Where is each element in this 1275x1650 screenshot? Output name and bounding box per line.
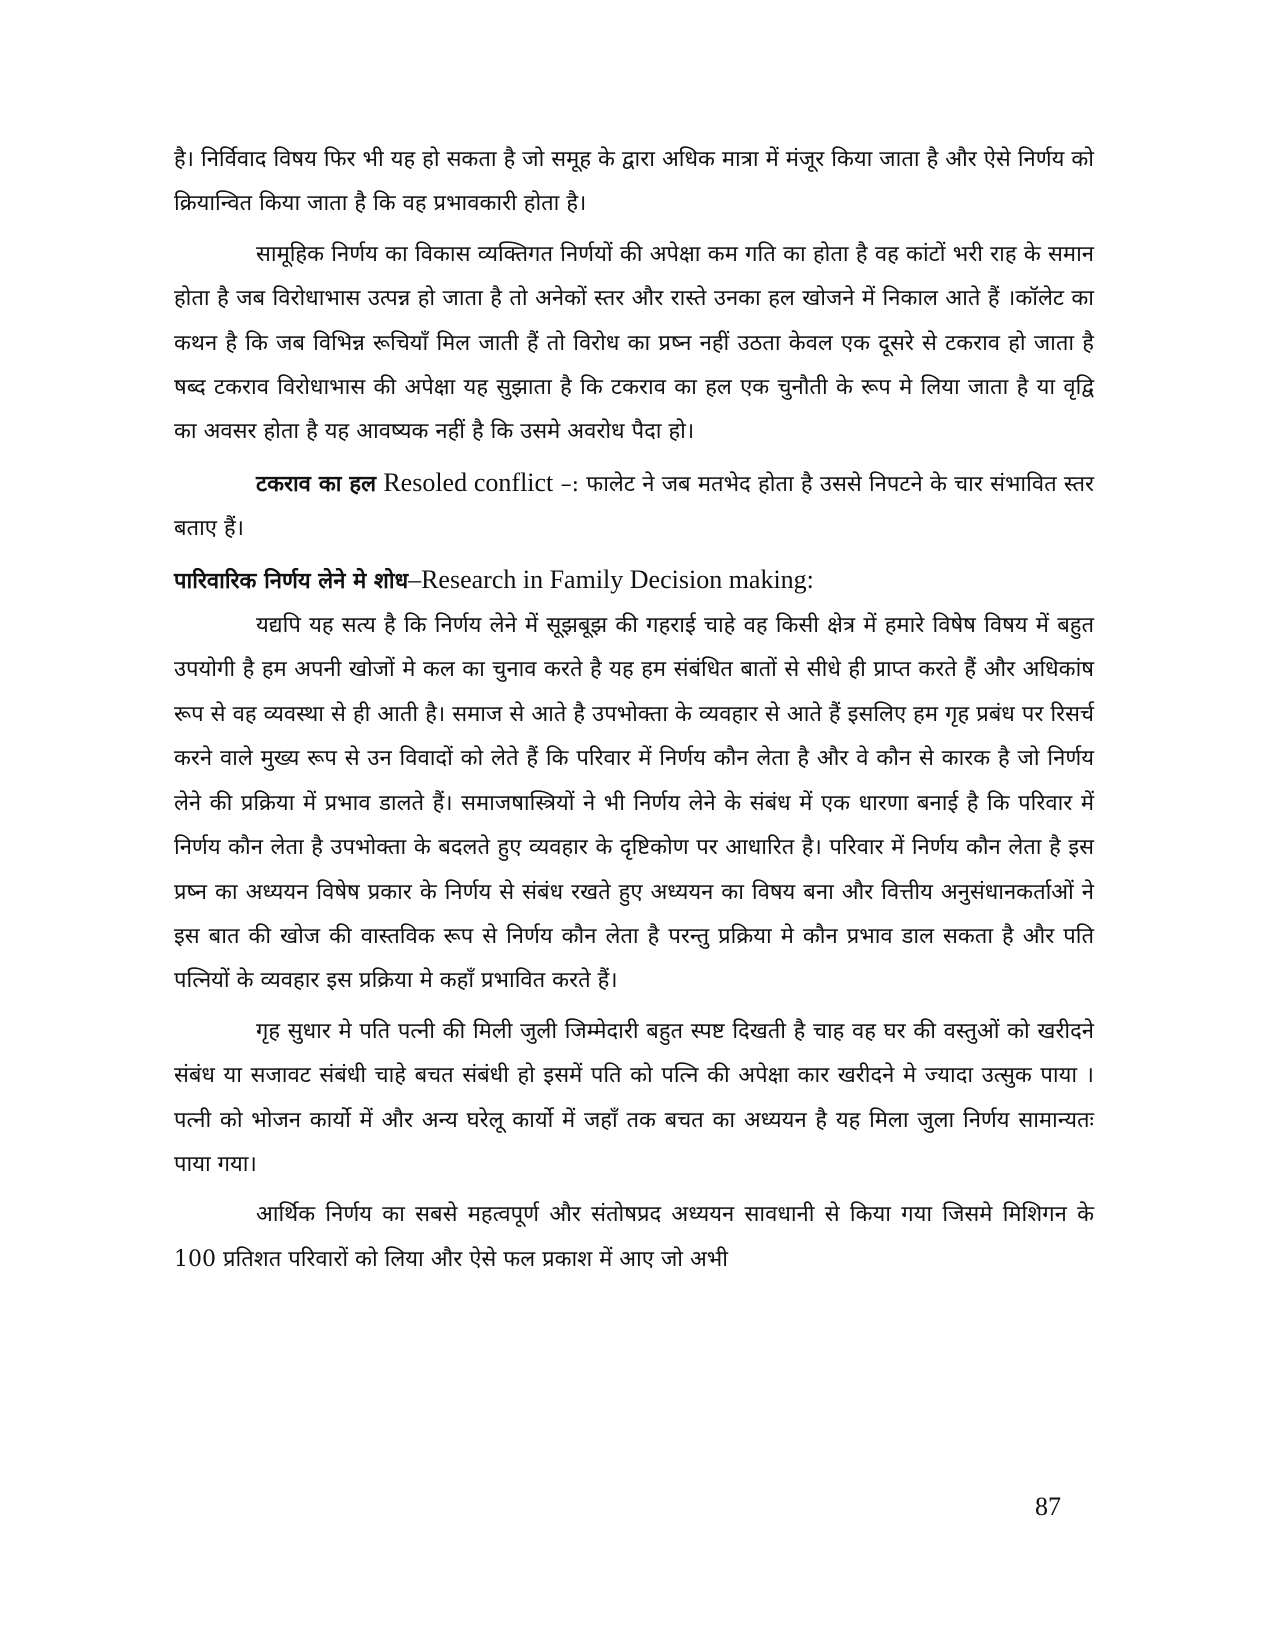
section-heading bbox=[174, 558, 1094, 604]
paragraph-6: आर्थिक निर्णय का सबसे महत्वपूर्ण और संतोषप्रद अध्ययन सावधानी से किया गया जिसमे मिशिगन के 100 प्रतिशत परिवारों को लिया और ऐसे फल प्रकाश में आए जो अभी bbox=[174, 1202, 1094, 1272]
conflict-resolution-text: –: फालेट ने जब मतभेद होता है उससे निपटने के चार संभावित स्तर बताए हैं। bbox=[174, 471, 1094, 542]
paragraph-2: सामूहिक निर्णय का विकास व्यक्तिगत निर्णयों की अपेक्षा कम गति का होता है वह कांटों भरी राह के समान होता है जब विरोधाभास उत्पन्न हो जाता है तो अनेकों स्तर और रास्ते उनका हल खोजने में निकाल आते हैं ।कॉलेट का कथन है कि जब विभिन्न रूचियॉं मिल जाती हैं तो विरोध का प्रष्न नहीं उठता केवल एक दूसरे से टकराव हो जाता है षब्द टकराव विरोधाभास की अपेक्षा यह सुझाता है कि टकराव का हल एक चुनौती के रूप मे लिया जाता है या वृद्वि का अवसर होता है यह आवष्यक नहीं है कि उसमे अवरोध पैदा हो। bbox=[174, 241, 1094, 445]
section-heading-hindi: पारिवारिक निर्णय लेने मे शोध bbox=[174, 567, 409, 594]
conflict-resolution-english: Resoled conflict bbox=[383, 467, 554, 497]
paragraph-4: यद्यपि यह सत्य है कि निर्णय लेने में सूझबूझ की गहराई चाहे वह किसी क्षेत्र में हमारे विषेष विषय में बहुत उपयोगी है हम अपनी खोजों मे कल का चुनाव करते है यह हम संबंधित बातों से सीधे ही प्राप्त करते हैं और अधिकांष रूप से वह व्यवस्था से ही आती है। समाज से आते है उपभोक्ता के व्यवहार से आते हैं इसलिए हम गृह प्रबंध पर रिसर्च करने वाले मुख्य रूप से उन विवादों को लेते हैं कि परिवार में निर्णय कौन लेता है और वे कौन से कारक है जो निर्णय लेने की प्रक्रिया में प्रभाव डालते हैं। समाजषास्त्रियों ने भी निर्णय लेने के संबंध में एक धारणा बनाई है कि परिवार में निर्णय कौन लेता है उपभोक्ता के बदलते हुए व्यवहार के दृष्टिकोण पर आधारित है। परिवार में निर्णय कौन लेता है इस प्रष्न का अध्ययन विषेष प्रकार के निर्णय से संबंध रखते हुए अध्ययन का विषय बना और वित्तीय अनुसंधानकर्ताओं ने इस बात की खोज की वास्तविक रूप से निर्णय कौन लेता है परन्तु प्रक्रिया मे कौन प्रभाव डाल सकता है और पति पत्नियों के व्यवहार इस प्रक्रिया मे कहॉं प्रभावित करते हैं। bbox=[174, 613, 1094, 994]
document-page bbox=[174, 138, 1094, 1282]
paragraph-3 bbox=[174, 461, 1094, 552]
page-number: 87 bbox=[1035, 1492, 1061, 1521]
paragraph-5: गृह सुधार मे पति पत्नी की मिली जुली जिम्मेदारी बहुत स्पष्ट दिखती है चाह वह घर की वस्तुओं को खरीदने संबंध या सजावट संबंधी चाहे बचत संबंधी हो इसमें पति को पत्नि की अपेक्षा कार खरीदने मे ज्यादा उत्सुक पाया । पत्नी को भोजन कार्यो में और अन्य घरेलू कार्यो में जहॉं तक बचत का अध्ययन है यह मिला जुला निर्णय सामान्यतः पाया गया। bbox=[174, 1018, 1094, 1177]
section-heading-english: –Research in Family Decision making: bbox=[408, 564, 814, 594]
paragraph-1: है। निर्विवाद विषय फिर भी यह हो सकता है जो समूह के द्वारा अधिक मात्रा में मंजूर किया जाता है और ऐसे निर्णय को क्रियान्वित किया जाता है कि वह प्रभावकारी होता है। bbox=[174, 147, 1094, 217]
conflict-resolution-heading: टकराव का हल bbox=[256, 470, 377, 497]
